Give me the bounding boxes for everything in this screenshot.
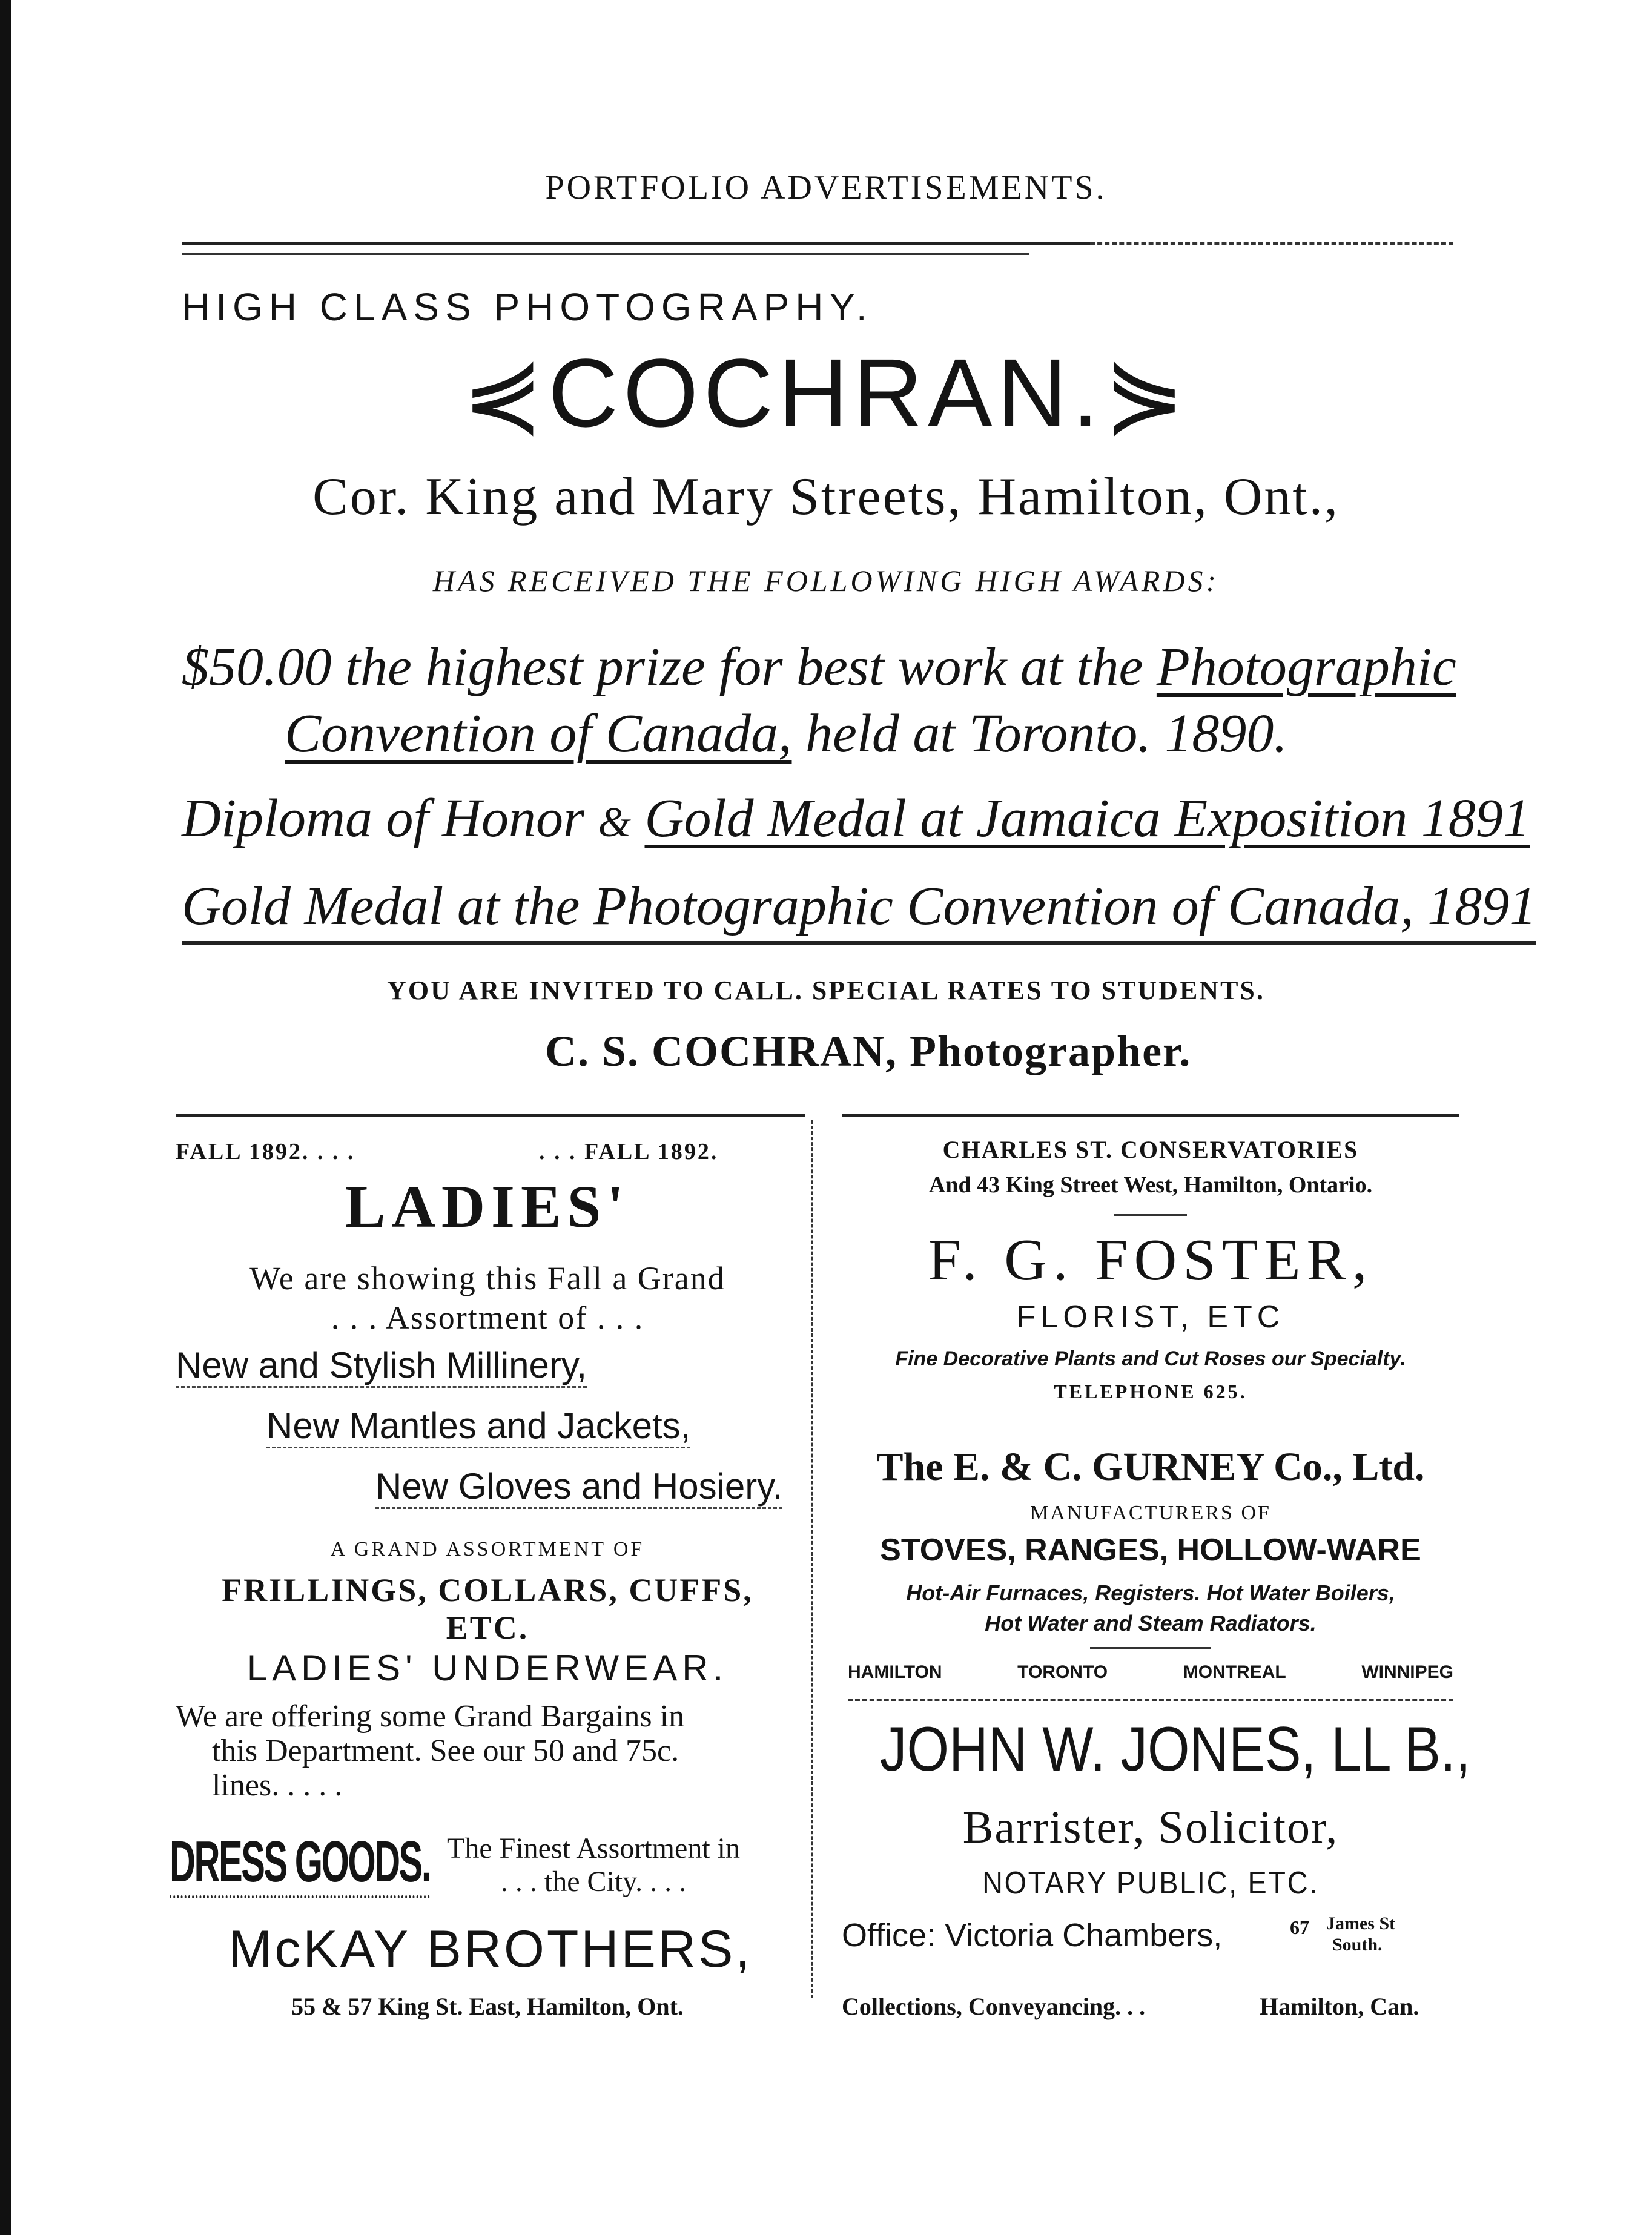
ladies-heading: LADIES' xyxy=(345,1173,630,1240)
award-1-text-a: $50.00 the highest prize for best work at the xyxy=(182,637,1143,697)
header-rule-3 xyxy=(182,253,1029,255)
award-3: Gold Medal at the Photographic Convention of Canada, 1891 xyxy=(182,875,1536,945)
gurney-line-2: Hot Water and Steam Radiators. xyxy=(985,1611,1317,1636)
jones-office-south: South. xyxy=(1332,1935,1383,1955)
jones-title: Barrister, Solicitor, xyxy=(962,1802,1339,1853)
award-1-text-d: held at Toronto. 1890. xyxy=(805,704,1287,764)
jones-city: Hamilton, Can. xyxy=(1260,1993,1419,2020)
gurney-cities xyxy=(848,1662,1453,1683)
foster-rule xyxy=(1114,1214,1187,1216)
award-1-text-b: Photographic xyxy=(1156,637,1456,697)
gurney-bottom-rule xyxy=(848,1699,1453,1701)
ornament-right-icon: ⋟ xyxy=(1103,336,1190,449)
city-winnipeg: WINNIPEG xyxy=(1361,1662,1453,1682)
foster-specialty: Fine Decorative Plants and Cut Roses our Specialty. xyxy=(895,1347,1406,1370)
city-montreal: MONTREAL xyxy=(1183,1662,1286,1682)
dress-goods: DRESS GOODS. xyxy=(170,1829,430,1898)
grand-assortment: A GRAND ASSORTMENT OF xyxy=(330,1538,645,1560)
offering-line-3: lines. . . . . xyxy=(212,1768,343,1803)
award-1-line-2 xyxy=(285,702,1287,765)
offering-line-1: We are offering some Grand Bargains in xyxy=(176,1699,685,1734)
header-rule-2 xyxy=(1090,242,1453,245)
conservatories: CHARLES ST. CONSERVATORIES xyxy=(942,1136,1359,1163)
section-rule-left xyxy=(176,1114,805,1117)
showing-line-1: We are showing this Fall a Grand xyxy=(249,1260,725,1296)
mckay-address: 55 & 57 King St. East, Hamilton, Ont. xyxy=(291,1993,684,2020)
section-rule-right xyxy=(842,1114,1459,1117)
gurney-name: The E. & C. GURNEY Co., Ltd. xyxy=(876,1445,1425,1489)
showing-line-2: . . . Assortment of . . . xyxy=(331,1299,644,1336)
gurney-rule xyxy=(1090,1647,1211,1649)
mckay-brothers: McKAY BROTHERS, xyxy=(228,1920,753,1978)
jones-office: Office: Victoria Chambers, xyxy=(842,1917,1223,1953)
city-hamilton: HAMILTON xyxy=(848,1662,942,1682)
florist-line: FLORIST, ETC xyxy=(1016,1299,1285,1335)
award-1-line-1 xyxy=(182,636,1456,698)
award-2-text-a: Diploma of Honor xyxy=(182,788,585,848)
ampersand: & xyxy=(598,799,631,846)
gurney-line-1: Hot-Air Furnaces, Registers. Hot Water Boilers, xyxy=(906,1580,1395,1605)
city-toronto: TORONTO xyxy=(1017,1662,1108,1682)
cochran-address: Cor. King and Mary Streets, Hamilton, Ont., xyxy=(312,467,1340,526)
award-2 xyxy=(182,787,1530,850)
running-head: PORTFOLIO ADVERTISEMENTS. xyxy=(545,169,1107,206)
award-1-text-c: Convention of Canada, xyxy=(285,704,792,764)
awards-intro: HAS RECEIVED THE FOLLOWING HIGH AWARDS: xyxy=(432,564,1220,598)
finest-line-1: The Finest Assortment in xyxy=(447,1832,740,1864)
manufacturers-of: MANUFACTURERS OF xyxy=(1030,1502,1271,1524)
gloves-line: New Gloves and Hosiery. xyxy=(375,1465,782,1509)
award-2-text-b: Gold Medal at Jamaica Exposition 1891 xyxy=(644,788,1530,848)
mantles-line: New Mantles and Jackets, xyxy=(266,1405,690,1448)
gurney-products: STOVES, RANGES, HOLLOW-WARE xyxy=(880,1533,1421,1568)
cochran-name: COCHRAN. xyxy=(548,338,1104,447)
cochran-signature: C. S. COCHRAN, Photographer. xyxy=(545,1027,1192,1075)
jones-office-street: James St xyxy=(1326,1913,1396,1933)
foster-telephone: TELEPHONE 625. xyxy=(1054,1381,1247,1402)
frillings-line: FRILLINGS, COLLARS, CUFFS, ETC. xyxy=(222,1572,753,1646)
foster-address: And 43 King Street West, Hamilton, Ontario. xyxy=(928,1172,1373,1198)
cochran-tagline: HIGH CLASS PHOTOGRAPHY. xyxy=(182,285,873,329)
jones-notary: NOTARY PUBLIC, ETC. xyxy=(982,1866,1319,1901)
millinery-line: New and Stylish Millinery, xyxy=(176,1344,587,1388)
jones-office-number: 67 xyxy=(1290,1916,1309,1938)
jones-name: JOHN W. JONES, LL B., xyxy=(879,1714,1471,1784)
underwear-heading: LADIES' UNDERWEAR. xyxy=(246,1648,729,1688)
header-rule-1 xyxy=(182,242,1090,245)
fall-right: . . . FALL 1892. xyxy=(539,1139,719,1164)
cochran-logo xyxy=(0,336,1652,450)
foster-name: F. G. FOSTER, xyxy=(928,1227,1373,1293)
jones-collections: Collections, Conveyancing. . . xyxy=(842,1993,1146,2020)
invite-line: YOU ARE INVITED TO CALL. SPECIAL RATES TO STUDENTS. xyxy=(387,976,1265,1005)
finest-line-2: . . . the City. . . . xyxy=(500,1866,687,1898)
column-divider xyxy=(811,1120,813,1998)
offering-line-2: this Department. See our 50 and 75c. xyxy=(212,1734,679,1768)
ornament-left-icon: ⋞ xyxy=(462,336,549,449)
page-edge-bar xyxy=(0,0,11,2235)
fall-left: FALL 1892. . . . xyxy=(176,1139,355,1164)
